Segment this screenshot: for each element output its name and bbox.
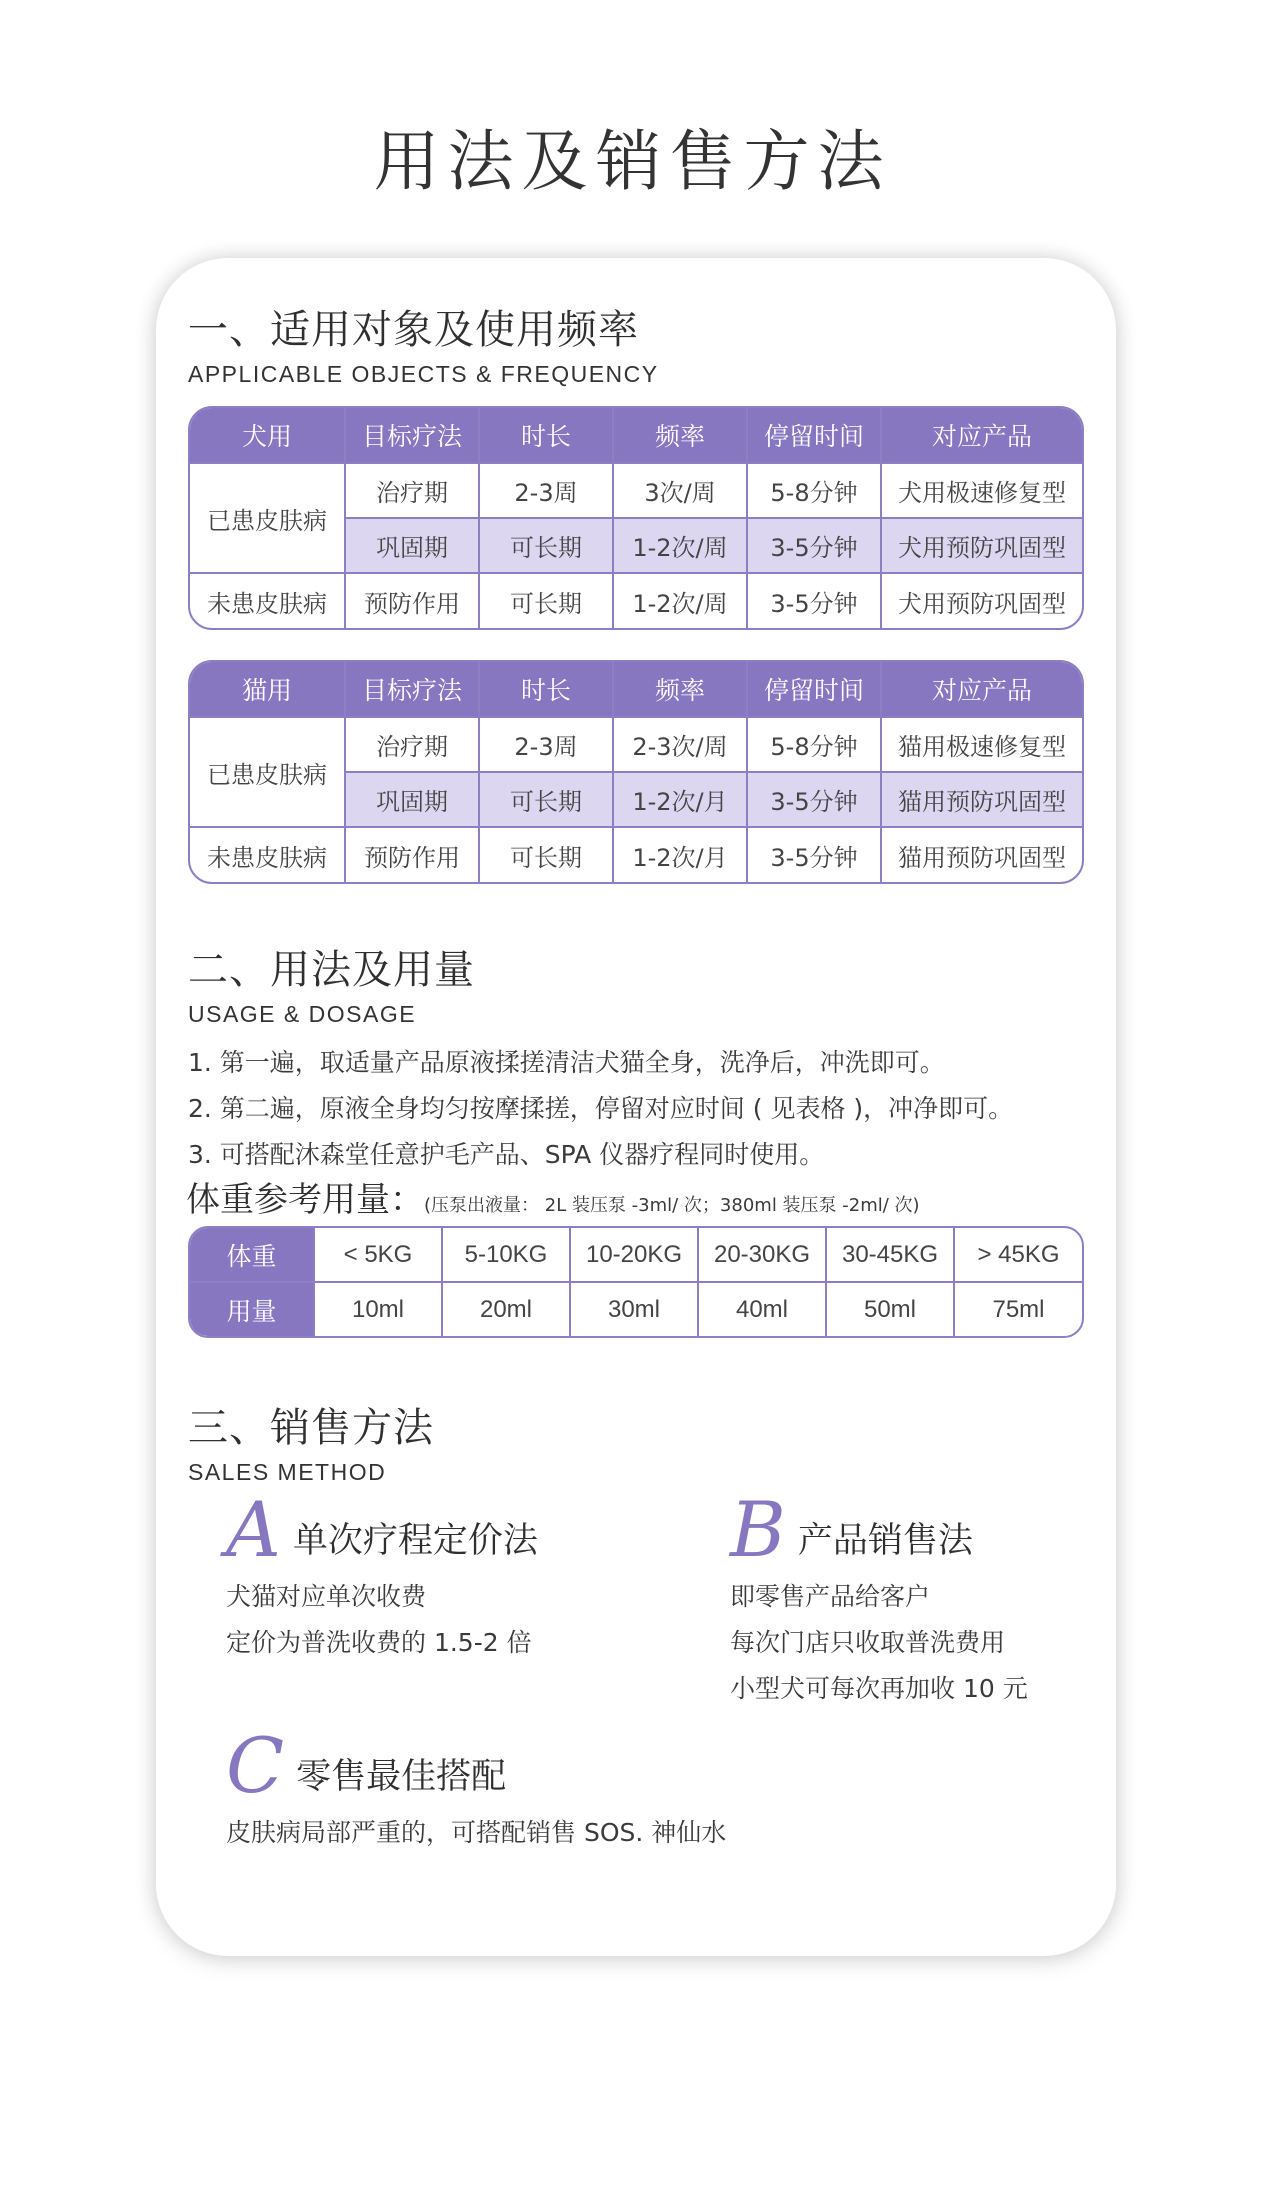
table-cell: 1-2次/月 — [613, 772, 747, 827]
table-cell: 50ml — [826, 1282, 954, 1336]
table-row — [190, 463, 1082, 518]
cat-label: 猫用 — [190, 662, 345, 717]
table-cell: > 45KG — [954, 1228, 1082, 1282]
table-cell: 可长期 — [479, 573, 613, 628]
table-cell: 预防作用 — [345, 573, 479, 628]
table-row — [190, 1282, 1082, 1336]
header-product: 对应产品 — [881, 408, 1082, 463]
sales-method-b — [730, 1485, 1028, 1712]
table-cell: 75ml — [992, 1295, 1045, 1323]
method-line: 即零售产品给客户 — [730, 1582, 931, 1611]
group-label: 未患皮肤病 — [190, 827, 345, 882]
table-cell: 3-5分钟 — [747, 772, 881, 827]
weight-reference — [186, 1172, 920, 1221]
weight-label: 体重 — [190, 1228, 314, 1282]
page-title: 用法及销售方法 — [373, 123, 892, 200]
method-line: 犬猫对应单次收费 — [226, 1582, 427, 1611]
sales-method-a — [226, 1485, 538, 1666]
list-item: 1. 第一遍，取适量产品原液揉搓清洁犬猫全身，洗净后，冲洗即可。 — [188, 1048, 945, 1077]
section1-subtitle: APPLICABLE OBJECTS & FREQUENCY — [188, 361, 659, 387]
section2-heading — [188, 938, 475, 1028]
table-cell: < 5KG — [314, 1228, 442, 1282]
table-cell: 2-3周 — [479, 717, 613, 772]
table-cell: 犬用预防巩固型 — [898, 589, 1066, 618]
header-frequency: 频率 — [613, 662, 747, 717]
section1-heading — [188, 298, 659, 388]
list-item: 2. 第二遍，原液全身均匀按摩揉搓，停留对应时间 ( 见表格 )，冲净即可。 — [188, 1094, 1014, 1123]
table-cell: 1-2次/周 — [613, 518, 747, 573]
method-title: 单次疗程定价法 — [292, 1521, 538, 1561]
sales-method-c — [226, 1721, 727, 1856]
table-cell: 犬用极速修复型 — [881, 463, 1082, 518]
table-cell: 3-5分钟 — [747, 827, 881, 882]
list-item: 3. 可搭配沐森堂任意护毛产品、SPA 仪器疗程同时使用。 — [188, 1140, 825, 1169]
table-row — [190, 717, 1082, 772]
table-cell: 可长期 — [479, 772, 613, 827]
method-title: 产品销售法 — [797, 1521, 973, 1561]
table-cell: 40ml — [698, 1282, 826, 1336]
weight-title: 体重参考用量： — [186, 1180, 424, 1220]
table-row — [190, 1228, 1082, 1282]
table-cell: 3次/周 — [613, 463, 747, 518]
table-row — [190, 573, 1082, 628]
table-cell: 猫用预防巩固型 — [898, 843, 1066, 872]
table-cell: 治疗期 — [345, 717, 479, 772]
dog-frequency-table — [188, 406, 1084, 630]
table-row — [190, 827, 1082, 882]
section2-title: 二、用法及用量 — [188, 947, 475, 993]
header-therapy: 目标疗法 — [345, 408, 479, 463]
table-cell: 猫用极速修复型 — [881, 717, 1082, 772]
group-label: 已患皮肤病 — [190, 717, 345, 827]
weight-note: (压泵出液量： 2L 装压泵 -3ml/ 次；380ml 装压泵 -2ml/ 次) — [424, 1195, 920, 1216]
table-cell: 10-20KG — [570, 1228, 698, 1282]
content-card — [156, 258, 1116, 1956]
group-label: 未患皮肤病 — [190, 573, 345, 628]
header-product: 对应产品 — [881, 662, 1082, 717]
table-cell: 30ml — [570, 1282, 698, 1336]
amount-label: 用量 — [190, 1282, 314, 1336]
method-line: 每次门店只收取普洗费用 — [730, 1628, 1006, 1657]
method-line: 定价为普洗收费的 1.5-2 倍 — [226, 1628, 532, 1657]
method-line: 皮肤病局部严重的，可搭配销售 SOS. 神仙水 — [226, 1818, 727, 1847]
section2-subtitle: USAGE & DOSAGE — [188, 1001, 417, 1027]
table-cell: 1-2次/周 — [613, 573, 747, 628]
group-label: 已患皮肤病 — [190, 463, 345, 573]
table-cell: 30-45KG — [826, 1228, 954, 1282]
section1-title: 一、适用对象及使用频率 — [188, 307, 639, 353]
table-cell: 治疗期 — [345, 463, 479, 518]
table-cell: 5-10KG — [442, 1228, 570, 1282]
table-cell: 预防作用 — [345, 827, 479, 882]
section3-heading — [188, 1396, 434, 1486]
table-cell: 巩固期 — [345, 772, 479, 827]
header-stay-time: 停留时间 — [747, 662, 881, 717]
table-cell: 犬用预防巩固型 — [881, 518, 1082, 573]
table-cell: 20-30KG — [698, 1228, 826, 1282]
cat-frequency-table — [188, 660, 1084, 884]
table-cell: 20ml — [442, 1282, 570, 1336]
dosage-table — [188, 1226, 1084, 1338]
section3-subtitle: SALES METHOD — [188, 1459, 387, 1485]
table-cell: 3-5分钟 — [747, 573, 881, 628]
table-cell: 2-3周 — [479, 463, 613, 518]
section3-title: 三、销售方法 — [188, 1405, 434, 1451]
header-therapy: 目标疗法 — [345, 662, 479, 717]
table-cell: 5-8分钟 — [747, 463, 881, 518]
table-cell: 5-8分钟 — [747, 717, 881, 772]
table-cell: 10ml — [314, 1282, 442, 1336]
method-title: 零售最佳搭配 — [296, 1757, 507, 1797]
table-cell: 可长期 — [479, 518, 613, 573]
header-frequency: 频率 — [613, 408, 747, 463]
table-cell: 2-3次/周 — [613, 717, 747, 772]
method-letter: A — [226, 1485, 281, 1574]
header-duration: 时长 — [479, 662, 613, 717]
method-line: 小型犬可每次再加收 10 元 — [730, 1674, 1028, 1703]
table-cell: 猫用预防巩固型 — [881, 772, 1082, 827]
table-cell: 巩固期 — [345, 518, 479, 573]
header-duration: 时长 — [479, 408, 613, 463]
method-letter: C — [226, 1721, 285, 1810]
usage-steps — [188, 1040, 1088, 1178]
table-cell: 3-5分钟 — [747, 518, 881, 573]
table-cell: 可长期 — [479, 827, 613, 882]
method-letter: B — [730, 1485, 786, 1574]
dog-label: 犬用 — [190, 408, 345, 463]
header-stay-time: 停留时间 — [747, 408, 881, 463]
table-cell: 1-2次/月 — [613, 827, 747, 882]
